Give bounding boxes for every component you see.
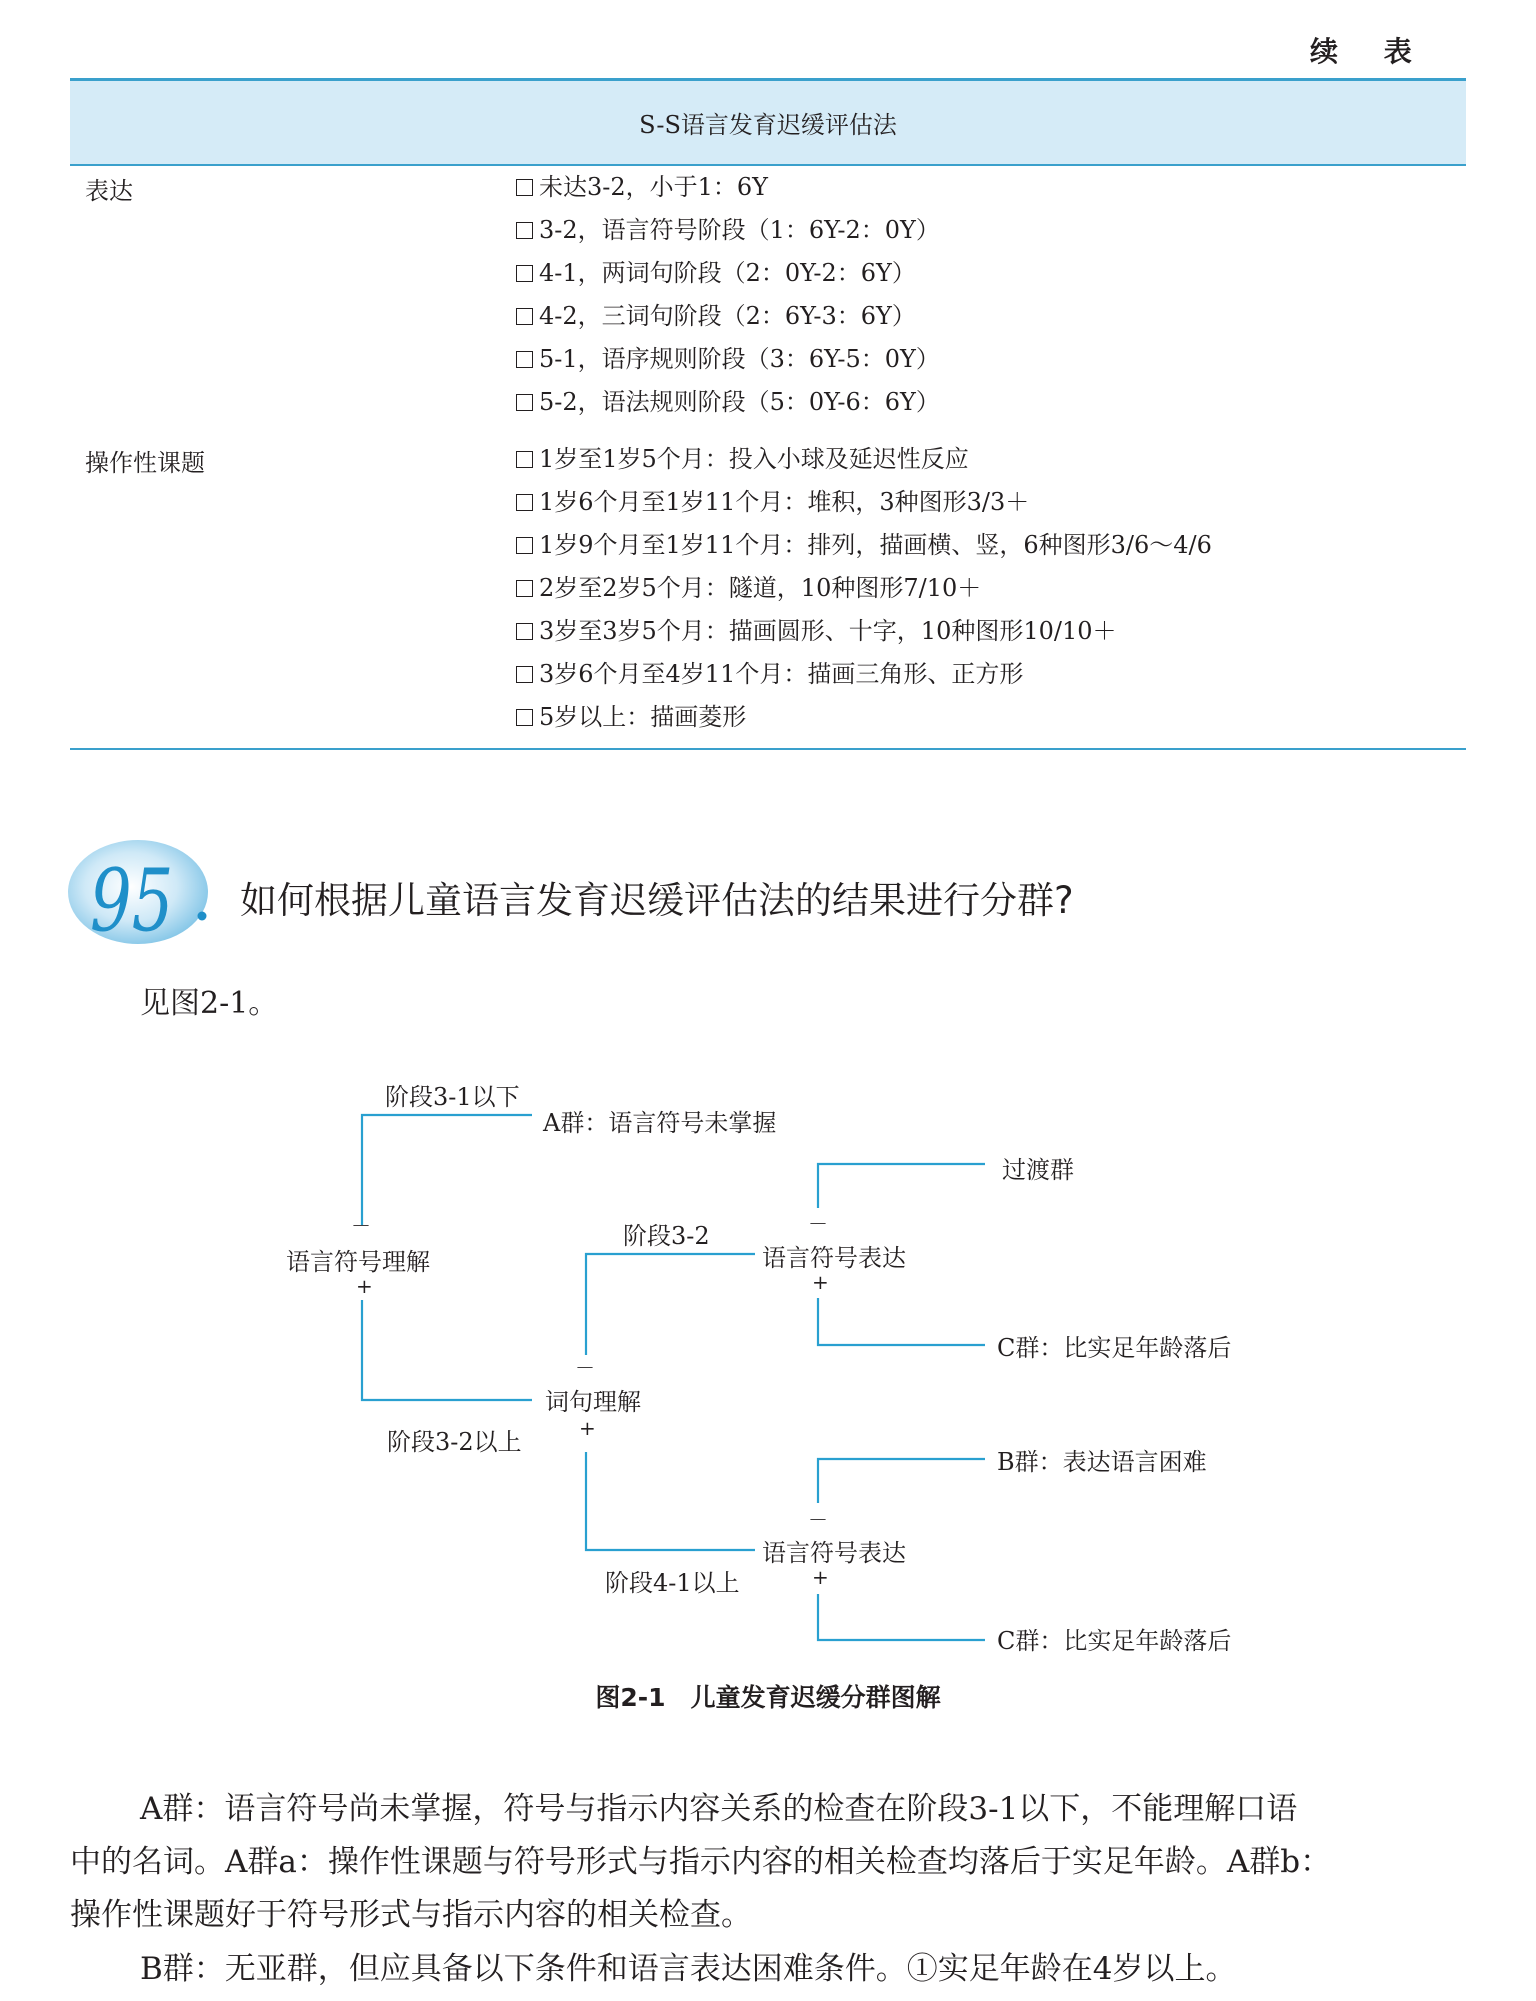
figure-caption: 图2-1 儿童发育迟缓分群图解 [595, 1683, 941, 1712]
plus-sign: + [812, 1565, 829, 1589]
edge-label-stage-3-1-below: 阶段3-1以下 [385, 1083, 520, 1111]
see-figure-text: 见图2-1。 [140, 986, 279, 1021]
node-expression-upper: 语言符号表达 [762, 1244, 906, 1272]
node-transition-group: 过渡群 [1002, 1156, 1074, 1184]
row-label-expression: 表达 [85, 177, 133, 205]
list-item[interactable]: 3岁6个月至4岁11个月：描画三角形、正方形 [516, 653, 1466, 696]
question-number: 95 [90, 851, 174, 946]
minus-sign: － [808, 1508, 828, 1532]
checkbox-icon[interactable] [516, 394, 533, 411]
connector-expr-upper-to-group-c [818, 1298, 985, 1345]
node-group-c-upper: C群：比实足年龄落后 [997, 1334, 1232, 1362]
node-symbol-comprehension: 语言符号理解 [286, 1248, 430, 1276]
list-item[interactable]: 4-1，两词句阶段（2：0Y-2：6Y） [516, 252, 1466, 295]
connector-root-to-group-a [362, 1115, 532, 1225]
list-item[interactable]: 3-2，语言符号阶段（1：6Y-2：0Y） [516, 209, 1466, 252]
list-item[interactable]: 5-2，语法规则阶段（5：0Y-6：6Y） [516, 381, 1466, 424]
list-item[interactable]: 3岁至3岁5个月：描画圆形、十字，10种图形10/10＋ [516, 610, 1466, 653]
list-item[interactable]: 4-2，三词句阶段（2：6Y-3：6Y） [516, 295, 1466, 338]
plus-sign: + [579, 1416, 596, 1440]
paragraph-line: 中的名词。A群a：操作性课题与符号形式与指示内容的相关检查均落后于实足年龄。A群b： [70, 1844, 1332, 1880]
list-item[interactable]: 5岁以上：描画菱形 [516, 696, 1466, 739]
paragraph-group-a [70, 1783, 1466, 1942]
checkbox-icon[interactable] [516, 308, 533, 325]
connector-word-to-expr-upper [586, 1254, 755, 1355]
connector-expr-lower-to-group-c [818, 1594, 985, 1640]
checkbox-icon[interactable] [516, 451, 533, 468]
minus-sign: － [575, 1356, 595, 1380]
question-title: 如何根据儿童语言发育迟缓评估法的结果进行分群? [240, 879, 1074, 922]
paragraph-line: A群：语言符号尚未掌握，符号与指示内容关系的检查在阶段3-1以下，不能理解口语 [140, 1791, 1298, 1827]
node-group-c-lower: C群：比实足年龄落后 [997, 1627, 1232, 1655]
question-number-badge [66, 836, 216, 946]
list-item[interactable]: 未达3-2，小于1：6Y [516, 166, 1466, 209]
plus-sign: + [356, 1274, 373, 1298]
checkbox-icon[interactable] [516, 265, 533, 282]
table-row-operation-tasks [70, 438, 1466, 750]
connector-expr-upper-to-transition [818, 1164, 985, 1208]
connector-expr-lower-to-group-b [818, 1459, 985, 1503]
node-expression-lower: 语言符号表达 [762, 1539, 906, 1567]
paragraph-group-b [70, 1943, 1466, 1996]
checkbox-icon[interactable] [516, 709, 533, 726]
connector-word-to-expr-lower [586, 1452, 755, 1550]
assessment-table [70, 78, 1466, 750]
list-item[interactable]: 1岁6个月至1岁11个月：堆积，3种图形3/3＋ [516, 481, 1466, 524]
list-item[interactable]: 1岁9个月至1岁11个月：排列，描画横、竖，6种图形3/6～4/6 [516, 524, 1466, 567]
table-row-expression [70, 166, 1466, 438]
list-item[interactable]: 1岁至1岁5个月：投入小球及延迟性反应 [516, 438, 1466, 481]
checkbox-icon[interactable] [516, 623, 533, 640]
plus-sign: + [812, 1270, 829, 1294]
checkbox-icon[interactable] [516, 494, 533, 511]
list-item[interactable]: 2岁至2岁5个月：隧道，10种图形7/10＋ [516, 567, 1466, 610]
grouping-diagram [0, 1060, 1536, 1700]
connector-root-to-word [362, 1300, 532, 1400]
row-label-operation-tasks: 操作性课题 [85, 449, 205, 477]
checkbox-icon[interactable] [516, 179, 533, 196]
node-word-comprehension: 词句理解 [545, 1388, 641, 1416]
edge-label-stage-4-1-above: 阶段4-1以上 [605, 1569, 740, 1597]
edge-label-stage-3-2-above: 阶段3-2以上 [387, 1428, 522, 1456]
paragraph-line: 操作性课题好于符号形式与指示内容的相关检查。 [70, 1897, 752, 1933]
checkbox-icon[interactable] [516, 537, 533, 554]
checkbox-icon[interactable] [516, 222, 533, 239]
checkbox-icon[interactable] [516, 666, 533, 683]
diagram-connectors [0, 1060, 1536, 1700]
minus-sign: － [808, 1212, 828, 1236]
checkbox-icon[interactable] [516, 580, 533, 597]
minus-sign: － [351, 1214, 371, 1238]
continued-table-label: 续 表 [1310, 35, 1430, 68]
node-group-a: A群：语言符号未掌握 [543, 1109, 777, 1137]
paragraph-line: B群：无亚群，但应具备以下条件和语言表达困难条件。①实足年龄在4岁以上。 [140, 1951, 1237, 1987]
edge-label-stage-3-2: 阶段3-2 [623, 1222, 710, 1250]
table-title: S-S语言发育迟缓评估法 [70, 78, 1466, 166]
node-group-b: B群：表达语言困难 [997, 1448, 1207, 1476]
checkbox-icon[interactable] [516, 351, 533, 368]
list-item[interactable]: 5-1，语序规则阶段（3：6Y-5：0Y） [516, 338, 1466, 381]
